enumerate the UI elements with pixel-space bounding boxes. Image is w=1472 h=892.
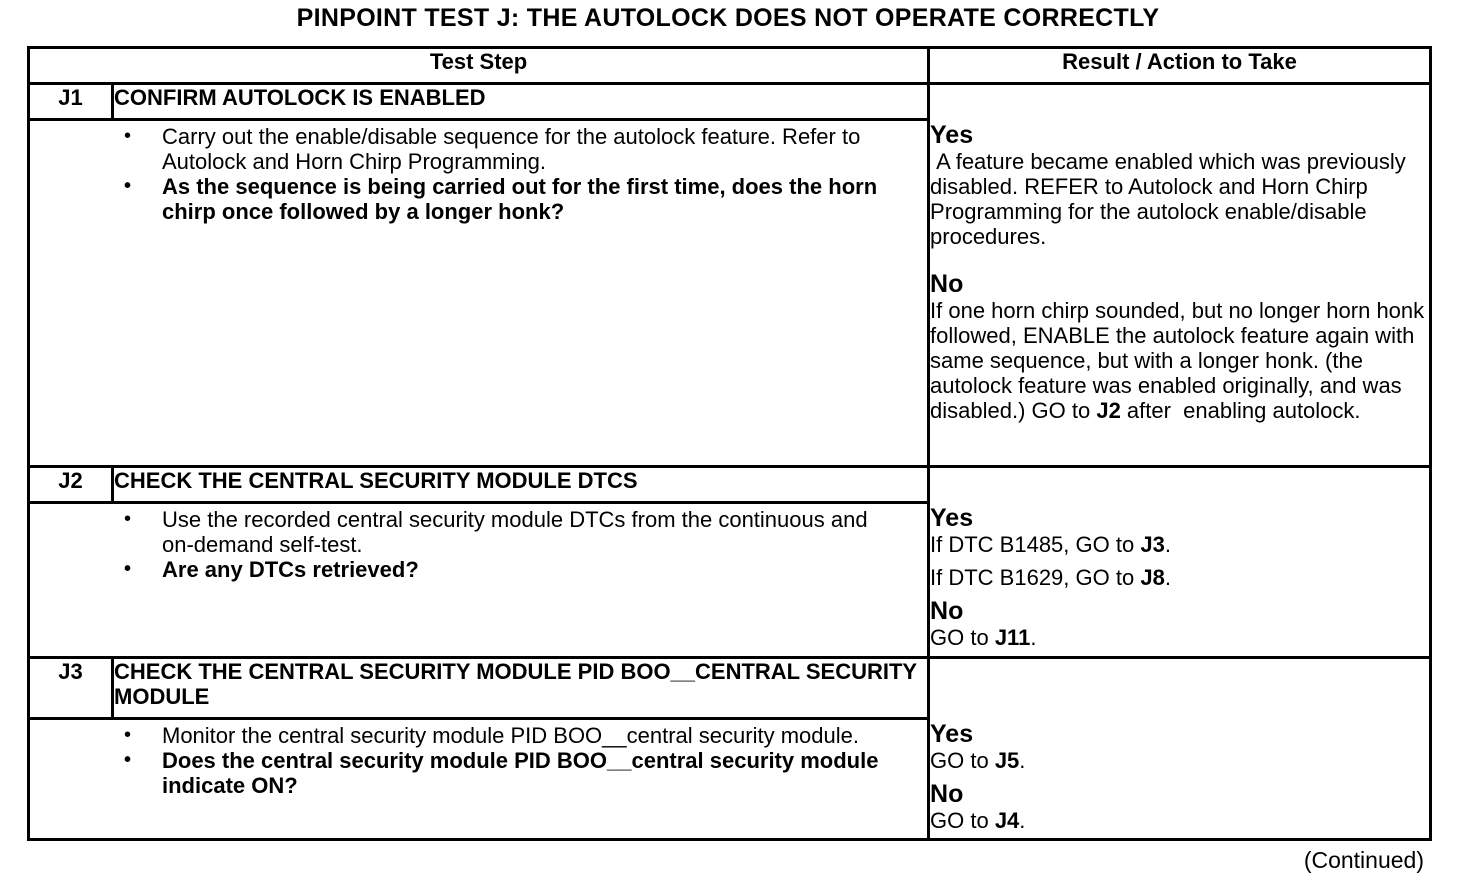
table-header-row — [29, 48, 1431, 84]
result-header: Result / Action to Take — [929, 48, 1431, 84]
step-heading: CHECK THE CENTRAL SECURITY MODULE PID BOO__CENTRAL SECURITY MODULE — [113, 658, 929, 719]
no-label: No — [930, 597, 964, 625]
yes-label: Yes — [930, 504, 974, 532]
step-heading: CONFIRM AUTOLOCK IS ENABLED — [113, 84, 929, 120]
step-j3-instructions — [29, 719, 929, 840]
question-item: • Are any DTCs retrieved? — [124, 557, 419, 582]
page-title: PINPOINT TEST J: THE AUTOLOCK DOES NOT OPERATE CORRECTLY — [296, 4, 1160, 32]
step-reference: J2 — [1096, 398, 1121, 423]
question-item: • As the sequence is being carried out for the first time, does the horn chirp once followed by a longer honk? — [124, 174, 878, 224]
step-id: J1 — [29, 84, 113, 120]
step-id: J3 — [29, 658, 113, 719]
no-action: GO to J11. — [930, 625, 1037, 650]
step-reference: J5 — [994, 748, 1020, 773]
step-reference: J11 — [994, 625, 1031, 650]
question-item: • Does the central security module PID BOO__central security module indicate ON? — [124, 748, 879, 798]
step-j1-heading-row — [29, 84, 1431, 120]
step-j2-result — [929, 467, 1431, 658]
step-j3-result — [929, 658, 1431, 840]
step-j3-heading-row — [29, 658, 1431, 719]
test-step-header: Test Step — [29, 48, 929, 84]
yes-action-dtc-b1485: If DTC B1485, GO to J3. — [930, 532, 1171, 557]
instruction-item: • Use the recorded central security module DTCs from the continuous and on-demand self-test. — [124, 507, 868, 557]
pinpoint-test-table — [27, 46, 1432, 841]
step-reference: J4 — [994, 808, 1020, 833]
step-j2-instructions — [29, 503, 929, 658]
yes-action: GO to J5. — [930, 748, 1026, 773]
yes-action-dtc-b1629: If DTC B1629, GO to J8. — [930, 565, 1171, 590]
step-reference: J3 — [1140, 532, 1165, 557]
step-heading: CHECK THE CENTRAL SECURITY MODULE DTCS — [113, 467, 929, 503]
step-j1-instructions — [29, 120, 929, 467]
step-j1-result — [929, 84, 1431, 467]
yes-action: A feature became enabled which was previously disabled. REFER to Autolock and Horn Chirp Programming for the autolock enable/disable procedures. — [930, 149, 1412, 249]
no-label: No — [930, 270, 964, 298]
no-action: If one horn chirp sounded, but no longer horn honk followed, ENABLE the autolock feature again with same sequence, but with a longer honk. (the autolock feature was enabled originally, and was disabled.) GO to J2 after enabling autolock. — [930, 298, 1425, 423]
step-reference: J8 — [1140, 565, 1165, 590]
continued-note: (Continued) — [1303, 847, 1424, 873]
step-j2-heading-row — [29, 467, 1431, 503]
instruction-item: • Carry out the enable/disable sequence for the autolock feature. Refer to Autolock and Horn Chirp Programming. — [124, 124, 861, 174]
step-id: J2 — [29, 467, 113, 503]
yes-label: Yes — [930, 121, 974, 149]
no-action: GO to J4. — [930, 808, 1026, 833]
no-label: No — [930, 780, 964, 808]
instruction-item: • Monitor the central security module PID BOO__central security module. — [124, 723, 859, 748]
yes-label: Yes — [930, 720, 974, 748]
